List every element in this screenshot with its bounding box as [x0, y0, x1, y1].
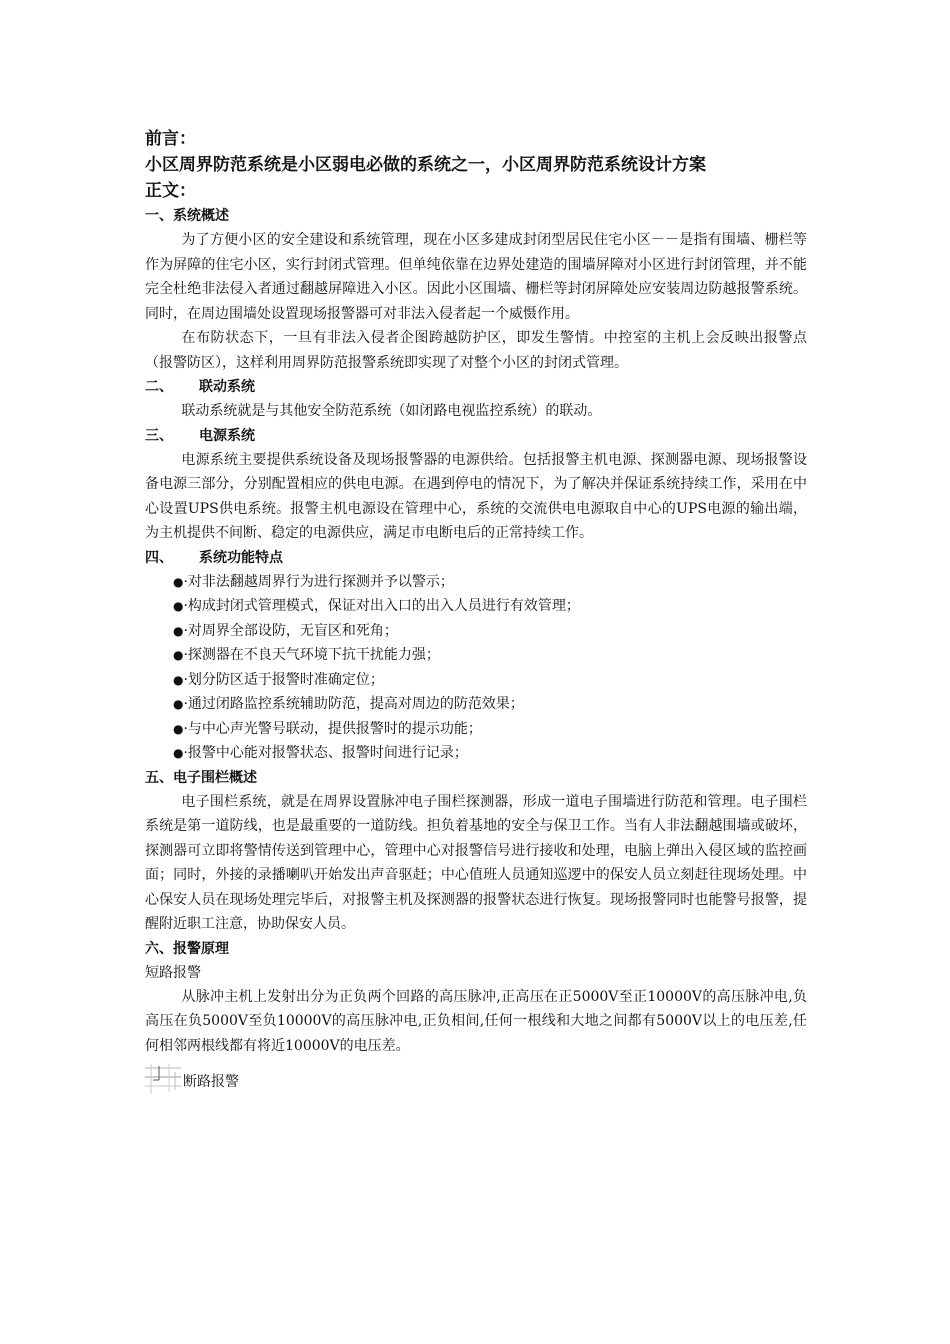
- section-number: 三、: [145, 427, 173, 444]
- main-title: 小区周界防范系统是小区弱电必做的系统之一，小区周界防范系统设计方案: [145, 155, 706, 175]
- bullet-icon: ●: [173, 648, 184, 662]
- list-item: ●·与中心声光警号联动，提供报警时的提示功能；: [173, 720, 482, 737]
- section-title: 电子围栏概述: [173, 769, 257, 786]
- figure-row: [145, 1062, 807, 1094]
- bullet-icon: ●: [173, 599, 184, 613]
- bullet-icon: ●: [173, 721, 184, 736]
- section-number: 四、: [145, 549, 173, 566]
- figure-caption: 断路报警: [183, 1074, 239, 1090]
- section-heading-6: [145, 937, 807, 961]
- body-label: 正文：: [145, 181, 196, 201]
- section-title: 电源系统: [199, 427, 255, 444]
- paragraph: 联动系统就是与其他安全防范系统（如闭路电视监控系统）的联动。: [181, 403, 602, 419]
- list-item: ●·对周界全部设防，无盲区和死角；: [173, 622, 398, 639]
- subheading: 短路报警: [145, 964, 201, 981]
- bullet-icon: ●: [173, 672, 184, 687]
- list-item: ●·对非法翻越周界行为进行探测并予以警示；: [173, 573, 454, 590]
- section-title: 系统功能特点: [199, 549, 283, 566]
- section-number: 五、: [145, 769, 173, 786]
- section-heading-4: [145, 546, 807, 570]
- paragraph: 从脉冲主机上发射出分为正负两个回路的高压脉冲,正高压在正5000V至正10000V的高压脉冲电,负高压在负5000V至负10000V的高压脉冲电,正负相间,任何一根线和大地之间都有5000V以上的电压差,任何相邻两根线都有将近10000V的电压差。: [145, 988, 807, 1054]
- preface-label: 前言：: [145, 129, 196, 149]
- bullet-icon: ●: [173, 623, 184, 638]
- section-heading-2: [145, 375, 807, 399]
- list-item: ●·划分防区适于报警时准确定位；: [173, 671, 384, 688]
- section-number: 一、: [145, 208, 173, 224]
- section-number: 二、: [145, 379, 173, 395]
- section-heading-1: [145, 204, 807, 228]
- feature-list: [145, 570, 807, 766]
- list-item: ●·通过闭路监控系统辅助防范，提高对周边的防范效果；: [173, 696, 524, 712]
- section-number: 六、: [145, 940, 173, 957]
- section-heading-3: [145, 424, 807, 448]
- circuit-diagram-thumbnail: [145, 1062, 181, 1094]
- document-content: [145, 126, 807, 1094]
- section-title: 报警原理: [173, 940, 229, 957]
- bullet-icon: ●: [173, 574, 184, 589]
- paragraph: 为了方便小区的安全建设和系统管理，现在小区多建成封闭型居民住宅小区－－是指有围墙、栅栏等作为屏障的住宅小区，实行封闭式管理。但单纯依靠在边界处建造的围墙屏障对小区进行封闭管理，并不能完全杜绝非法侵入者通过翻越屏障进入小区。因此小区围墙、栅栏等封闭屏障处应安装周边防越报警系统。同时，在周边围墙处设置现场报警器可对非法入侵者起一个威慑作用。: [145, 232, 807, 322]
- section-title: 联动系统: [199, 379, 255, 395]
- paragraph: 电源系统主要提供系统设备及现场报警器的电源供给。包括报警主机电源、探测器电源、现场报警设备电源三部分，分别配置相应的供电电源。在遇到停电的情况下，为了解决并保证系统持续工作，采用在中心设置UPS供电系统。报警主机电源设在管理中心，系统的交流供电电源取自中心的UPS电源的输出端，为主机提供不间断、稳定的电源供应，满足市电断电后的正常持续工作。: [145, 451, 807, 541]
- paragraph: 电子围栏系统，就是在周界设置脉冲电子围栏探测器，形成一道电子围墙进行防范和管理。电子围栏系统是第一道防线，也是最重要的一道防线。担负着基地的安全与保卫工作。当有人非法翻越围墙或破坏，探测器可立即将警情传送到管理中心，管理中心对报警信号进行接收和处理，电脑上弹出入侵区域的监控画面；同时，外接的录播喇叭开始发出声音驱赶；中心值班人员通知巡逻中的保安人员立刻赶往现场处理。中心保安人员在现场处理完毕后，对报警主机及探测器的报警状态进行恢复。现场报警同时也能警号报警，提醒附近职工注意，协助保安人员。: [145, 793, 807, 932]
- section-heading-5: [145, 766, 807, 790]
- list-item: ●·构成封闭式管理模式，保证对出入口的出入人员进行有效管理；: [173, 598, 580, 614]
- list-item: ●·探测器在不良天气环境下抗干扰能力强；: [173, 647, 440, 663]
- section-title: 系统概述: [173, 208, 229, 224]
- bullet-icon: ●: [173, 746, 184, 760]
- bullet-icon: ●: [173, 697, 184, 711]
- list-item: ●·报警中心能对报警状态、报警时间进行记录；: [173, 745, 468, 761]
- paragraph: 在布防状态下，一旦有非法入侵者企图跨越防护区，即发生警情。中控室的主机上会反映出报警点（报警防区），这样利用周界防范报警系统即实现了对整个小区的封闭式管理。: [145, 330, 807, 371]
